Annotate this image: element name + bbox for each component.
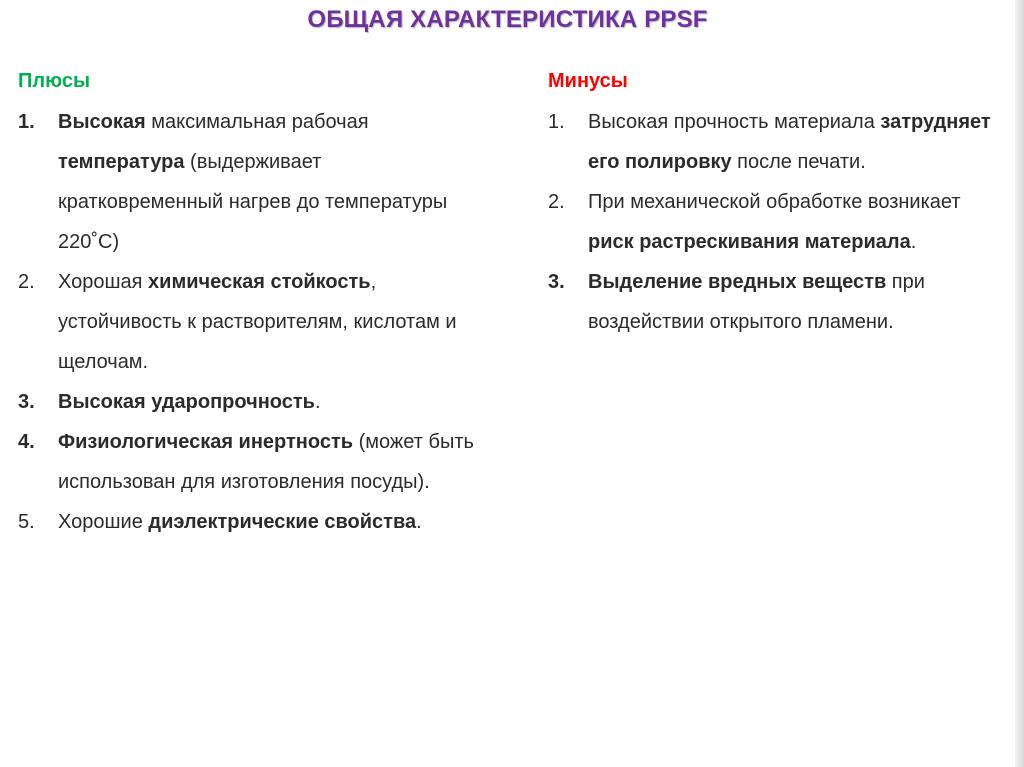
item-bold-text: температура — [58, 151, 185, 173]
item-text — [58, 502, 488, 542]
list-item — [18, 502, 488, 542]
item-plain-text: , устойчивость к растворителям, кислотам и щелочам. — [58, 271, 457, 373]
pros-column — [18, 66, 488, 542]
item-text — [58, 102, 488, 262]
item-bold-text: химическая стойкость — [148, 271, 371, 293]
item-bold-text: Высокая ударопрочность — [58, 391, 315, 413]
pros-list — [18, 102, 488, 542]
item-text — [588, 262, 1008, 342]
item-number: 5. — [18, 511, 35, 533]
item-number: 4. — [18, 431, 35, 453]
item-number: 2. — [548, 191, 565, 213]
item-number: 1. — [548, 111, 565, 133]
list-item — [18, 262, 488, 382]
item-plain-text: максимальная рабочая — [145, 111, 369, 133]
item-text — [588, 102, 1008, 182]
item-text — [58, 262, 488, 382]
item-plain-text: (может быть использован для изготовления посуды). — [58, 431, 474, 493]
pros-heading: Плюсы — [18, 70, 91, 92]
page-title: ОБЩАЯ ХАРАКТЕРИСТИКА PPSF — [307, 6, 708, 33]
item-bold-text: Выделение вредных веществ — [588, 271, 887, 293]
item-number: 1. — [18, 111, 35, 133]
list-item — [18, 422, 488, 502]
item-plain-text: При механической обработке возникает — [588, 191, 961, 213]
item-plain-text: при воздействии открытого пламени. — [588, 271, 925, 333]
item-bold-text: диэлектрические свойства — [148, 511, 417, 533]
item-plain-text: Высокая прочность материала — [588, 111, 881, 133]
list-item — [548, 262, 1008, 342]
item-plain-text: . — [314, 391, 321, 413]
item-bold-text: Высокая — [58, 111, 146, 133]
item-plain-text: (выдерживает кратковременный нагрев до температуры 220˚С) — [58, 151, 448, 253]
item-text — [58, 422, 488, 502]
list-item — [548, 182, 1008, 262]
item-number: 3. — [548, 271, 565, 293]
item-plain-text: . — [910, 231, 917, 253]
cons-column — [548, 66, 1008, 342]
item-number: 2. — [18, 271, 35, 293]
list-item — [18, 102, 488, 262]
item-plain-text: после печати. — [731, 151, 866, 173]
item-plain-text: Хорошая — [58, 271, 149, 293]
item-text — [58, 382, 488, 422]
item-text — [588, 182, 1008, 262]
item-bold-text: затрудняет его полировку — [588, 111, 991, 173]
cons-heading: Минусы — [548, 70, 628, 92]
item-number: 3. — [18, 391, 35, 413]
item-bold-text: Физиологическая инертность — [58, 431, 354, 453]
item-plain-text: Хорошие — [58, 511, 149, 533]
slide-edge-shadow — [1015, 0, 1024, 767]
item-bold-text: риск растрескивания материала — [588, 231, 911, 253]
cons-list — [548, 102, 1008, 342]
list-item — [548, 102, 1008, 182]
list-item — [18, 382, 488, 422]
item-plain-text: . — [416, 511, 422, 533]
